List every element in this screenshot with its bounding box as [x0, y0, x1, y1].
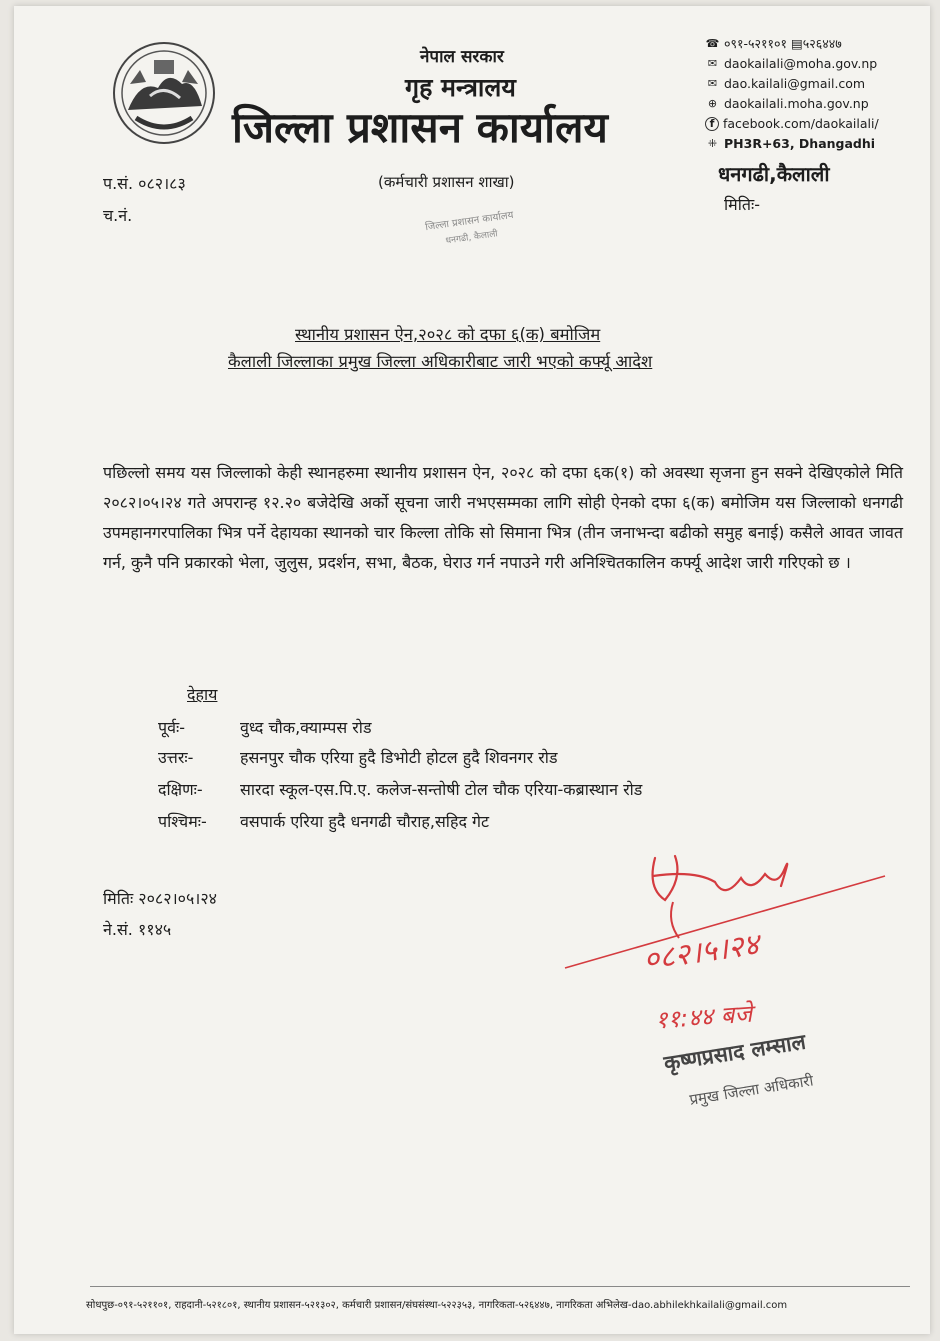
government-name: नेपाल सरकार — [420, 47, 504, 67]
subject-line-2: कैलाली जिल्लाका प्रमुख जिल्ला अधिकारीबाट जारी भएको कर्फ्यू आदेश — [228, 352, 653, 371]
direction-east: पूर्वः- वुध्द चौक,क्याम्पस रोड — [158, 718, 372, 737]
branch-name: (कर्मचारी प्रशासन शाखा) — [378, 173, 515, 191]
ministry-name: गृह मन्त्रालय — [405, 73, 516, 102]
office-city: धनगढी,कैलाली — [718, 162, 830, 186]
reference-number: प.सं. ०८२।८३ — [103, 174, 186, 193]
date-label: मितिः- — [724, 195, 760, 214]
signatory-title: प्रमुख जिल्ला अधिकारी — [688, 1071, 815, 1109]
handwritten-signature — [555, 848, 890, 1000]
globe-icon: ⊕ — [707, 97, 718, 110]
footer-divider — [90, 1286, 910, 1287]
phone-icon: ☎ — [705, 37, 720, 50]
mail-icon: ✉ — [707, 77, 718, 90]
mail-icon: ✉ — [707, 57, 718, 70]
office-name: जिल्ला प्रशासन कार्यालय — [232, 103, 608, 152]
dispatch-number: च.नं. — [103, 206, 133, 225]
subject-line-1: स्थानीय प्रशासन ऐन,२०२८ को दफा ६(क) बमोजिम — [295, 325, 601, 344]
contact-email-moha: ✉ daokailali@moha.gov.np — [705, 54, 879, 74]
facebook-icon: f — [705, 117, 719, 131]
contact-website: ⊕ daokailali.moha.gov.np — [705, 94, 879, 114]
contact-location: ⁜ PH3R+63, Dhangadhi — [705, 134, 879, 154]
signature-time: ११:४४ बजे — [654, 999, 754, 1035]
signature-date: ०८२।५।२४ — [641, 927, 762, 978]
contact-list — [705, 34, 879, 154]
svg-text:जिल्ला प्रशासन कार्यालय: जिल्ला प्रशासन कार्यालय — [424, 209, 515, 234]
footer-contacts: सोधपुछ-०९१-५२११०१, राहदानी-५२१८०१, स्थानीय प्रशासन-५२१३०२, कर्मचारी प्रशासन/संघसंस्था-५२२३५३, नागरिकता-५२६४४७, नागरिकता अभिलेख-dao.abhilekhkailali@gmail.com — [86, 1300, 788, 1311]
nepal-sambat: ने.सं. ११४५ — [103, 920, 172, 939]
dehay-heading: देहाय — [187, 685, 218, 704]
signatory-name: कृष्णप्रसाद लम्साल — [662, 1029, 808, 1076]
office-stamp-icon — [410, 186, 530, 266]
contact-phone: ☎ ०९१-५२११०१ ▤५२६४४७ — [705, 36, 842, 51]
direction-south: दक्षिणः- सारदा स्कूल-एस.पि.ए. कलेज-सन्तोषी टोल चौक एरिया-कब्रास्थान रोड — [158, 780, 643, 799]
issue-date: मितिः २०८२।०५।२४ — [103, 889, 217, 908]
order-body: पछिल्लो समय यस जिल्लाको केही स्थानहरुमा स्थानीय प्रशासन ऐन, २०२८ को दफा ६क(१) को अवस्था सृजना हुन सक्ने देखिएकोले मिति २०८२।०५।२४ गते अपरान्ह १२.२० बजेदेखि अर्को सूचना जारी नभएसम्मका लागि सोही ऐनको दफा ६(क) बमोजिम यस जिल्लाको धनगढी उपमहानगरपालिका भित्र पर्ने देहायका स्थानको चार किल्ला तोकि सो सिमाना भित्र (तीन जनाभन्दा बढीको समुह बनाई) कसैले आवत जावत गर्न, कुनै पनि प्रकारको भेला, जुलुस, प्रदर्शन, सभा, बैठक, घेराउ गर्न नपाउने गरी अनिश्चितकालिन कर्फ्यू आदेश जारी गरिएको छ । — [103, 463, 903, 572]
nepal-emblem-icon — [110, 40, 218, 146]
contact-facebook: f facebook.com/daokailali/ — [705, 114, 879, 134]
direction-north: उत्तरः- हसनपुर चौक एरिया हुदै डिभोटी होटल हुदै शिवनगर रोड — [158, 748, 558, 767]
direction-west: पश्चिमः- वसपार्क एरिया हुदै धनगढी चौराह,सहिद गेट — [158, 812, 490, 831]
location-icon: ⁜ — [707, 137, 718, 150]
svg-text:धनगढी, कैलाली: धनगढी, कैलाली — [444, 229, 499, 247]
contact-email-gmail: ✉ dao.kailali@gmail.com — [705, 74, 879, 94]
